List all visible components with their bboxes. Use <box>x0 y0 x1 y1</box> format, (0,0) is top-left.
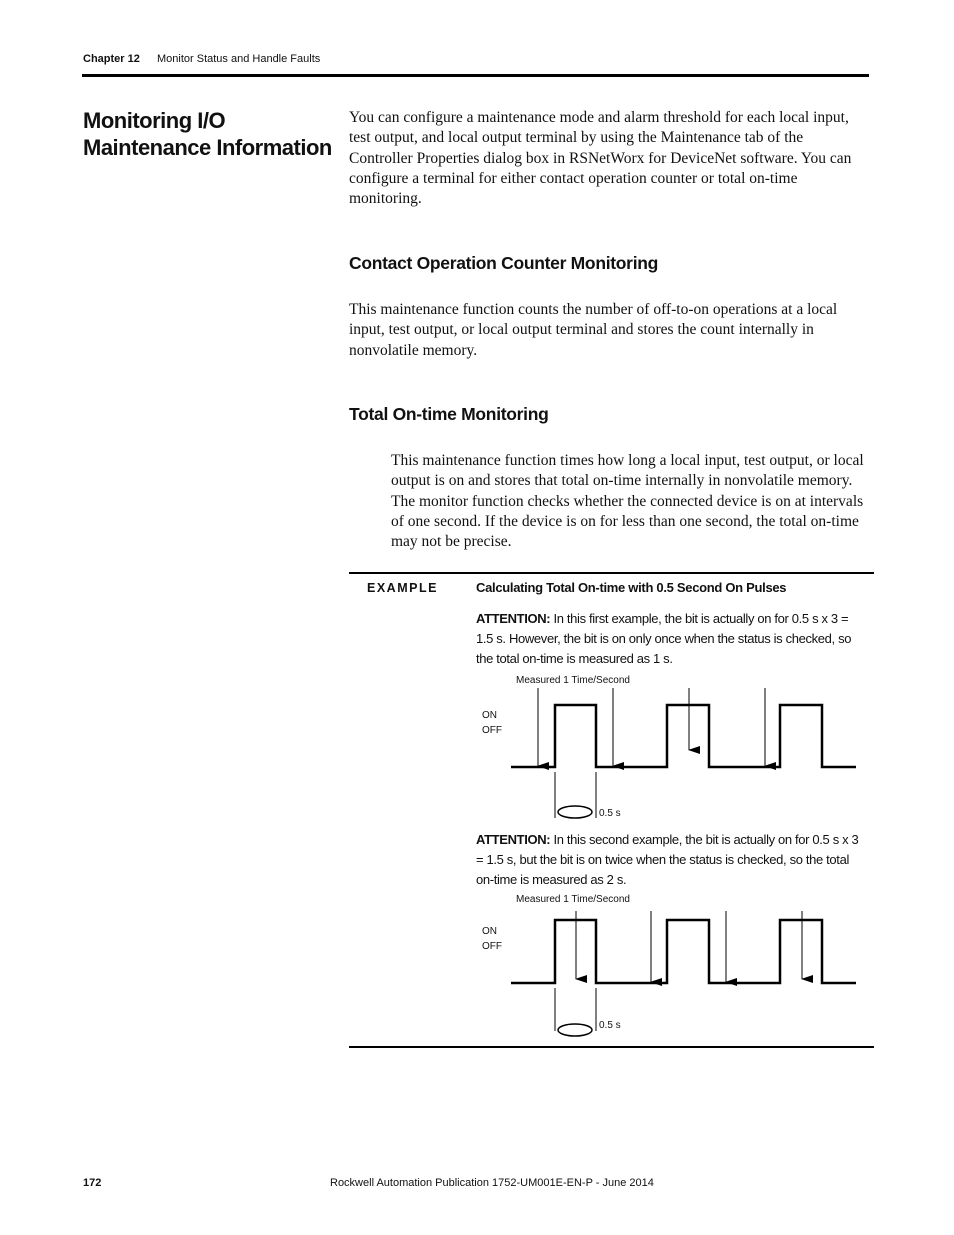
pulse-width-label: 0.5 s <box>599 808 621 819</box>
example-top-rule <box>349 572 874 574</box>
contact-counter-paragraph: This maintenance function counts the number of off-to-on operations at a local input, test output, or local output terminal and stores the count internally in nonvolatile memory. <box>349 301 838 359</box>
pulse-width-ellipse <box>558 806 592 818</box>
pulse-width-label: 0.5 s <box>599 1020 621 1031</box>
pulse-waveform <box>511 920 856 983</box>
chapter-label: Chapter 12 <box>83 53 140 65</box>
timing-diagram-2 <box>476 889 866 1044</box>
attention-note-2 <box>476 830 861 890</box>
contact-counter-heading: Contact Operation Counter Monitoring <box>349 253 659 273</box>
total-ontime-paragraph: This maintenance function times how long a local input, test output, or local output is on and stores that total on-time internally in nonvolatile memory. The monitor function checks whether the connected device is on at intervals of one second. If the device is on for less than one second, the total on-time may not be precise. <box>391 452 864 551</box>
off-label: OFF <box>482 941 502 952</box>
on-label: ON <box>482 926 497 937</box>
timing-diagram-1 <box>476 670 866 830</box>
attention-text: In this second example, the bit is actually on for 0.5 s x 3 = 1.5 s, but the bit is on twice when the status is checked, so the total on-time is measured as 2 s. <box>476 832 859 887</box>
attention-text: In this first example, the bit is actually on for 0.5 s x 3 = 1.5 s. However, the bit is on only once when the status is checked, so the total on-time is measured as 1 s. <box>476 611 852 666</box>
page-number: 172 <box>83 1177 102 1189</box>
pulse-width-ellipse <box>558 1024 592 1036</box>
measured-label: Measured 1 Time/Second <box>516 894 630 905</box>
chapter-title: Monitor Status and Handle Faults <box>157 53 321 65</box>
on-label: ON <box>482 710 497 721</box>
section-title: Monitoring I/O Maintenance Information <box>83 108 332 160</box>
attention-label: ATTENTION: <box>476 611 551 626</box>
off-label: OFF <box>482 725 502 736</box>
publication-info: Rockwell Automation Publication 1752-UM001E-EN-P - June 2014 <box>330 1177 654 1189</box>
intro-paragraph: You can configure a maintenance mode and alarm threshold for each local input, test output, and local output terminal by using the Maintenance tab of the Controller Properties dialog box in RSNetWorx for DeviceNet software. You can configure a terminal for either contact operation counter or total on-time monitoring. <box>349 109 852 208</box>
attention-note-1 <box>476 609 861 669</box>
attention-label: ATTENTION: <box>476 832 551 847</box>
measured-label: Measured 1 Time/Second <box>516 675 630 686</box>
pulse-waveform <box>511 705 856 767</box>
example-bottom-rule <box>349 1046 874 1048</box>
header-rule <box>82 74 869 77</box>
example-label: EXAMPLE <box>367 581 438 595</box>
example-title: Calculating Total On-time with 0.5 Second On Pulses <box>476 580 787 595</box>
total-ontime-heading: Total On-time Monitoring <box>349 404 549 424</box>
